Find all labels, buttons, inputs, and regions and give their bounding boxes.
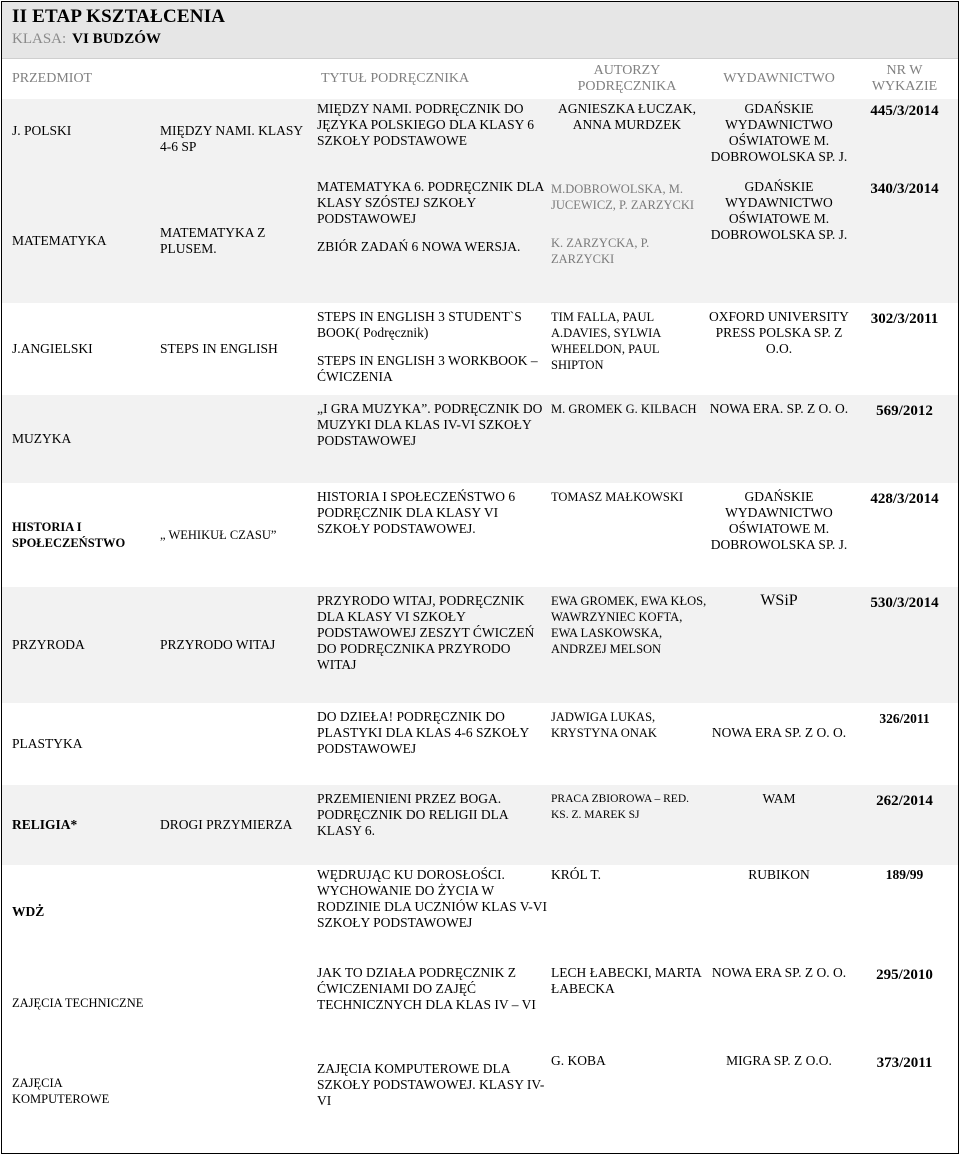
nr-cell: 295/2010 [876, 967, 933, 983]
publisher-cell: NOWA ERA. SP. Z O. O. [709, 401, 849, 416]
table-row [2, 395, 958, 483]
table-row [2, 959, 958, 1047]
publisher-cell: OXFORD UNIVERSITY PRESS POLSKA SP. Z O.O. [709, 309, 849, 356]
title-cell: ZAJĘCIA KOMPUTEROWE DLA SZKOŁY PODSTAWOWEJ. KLASY IV-VI [317, 1061, 545, 1108]
publisher-cell: GDAŃSKIE WYDAWNICTWO OŚWIATOWE M. DOBROWOLSKA SP. J. [710, 101, 848, 164]
authors-cell: JADWIGA LUKAS, KRYSTYNA ONAK [551, 710, 657, 740]
document-page [1, 1, 959, 1154]
title-cell: MIĘDZY NAMI. PODRĘCZNIK DO JĘZYKA POLSKIEGO DLA KLASY 6 SZKOŁY PODSTAWOWE [317, 101, 535, 148]
title-cell: PRZEMIENIENI PRZEZ BOGA. PODRĘCZNIK DO RELIGII DLA KLASY 6. [317, 791, 508, 838]
short-title-cell [156, 703, 311, 785]
authors-cell: G. KOBA [551, 1053, 606, 1068]
short-title-cell: DROGI PRZYMIERZA [160, 817, 293, 832]
authors-cell: TOMASZ MAŁKOWSKI [551, 490, 684, 504]
authors-cell: PRACA ZBIOROWA – RED. KS. Z. MAREK SJ [551, 793, 690, 821]
nr-cell: 428/3/2014 [870, 491, 939, 507]
subject-cell: PLASTYKA [12, 736, 83, 751]
nr-cell: 189/99 [885, 867, 924, 882]
subject-cell: WDŻ [12, 904, 45, 919]
authors-cell: LECH ŁABECKI, MARTA ŁABECKA [551, 965, 701, 996]
short-title-cell [156, 395, 311, 483]
col-header-publisher: WYDAWNICTWO [723, 71, 835, 86]
title-cell: WĘDRUJĄC KU DOROSŁOŚCI. WYCHOWANIE DO ŻYCIA W RODZINIE DLA UCZNIÓW KLAS V-VI SZKOŁY PODSTAWOWEJ [317, 867, 547, 930]
class-line [12, 30, 948, 48]
subject-cell: PRZYRODA [12, 637, 85, 652]
short-title-cell: MATEMATYKA Z PLUSEM. [160, 225, 266, 256]
nr-cell: 340/3/2014 [870, 181, 939, 197]
nr-cell: 262/2014 [876, 793, 933, 809]
col-header-authors [547, 59, 707, 99]
table-row [2, 303, 958, 395]
authors-cell: M. GROMEK G. KILBACH [551, 402, 697, 416]
table-row [2, 483, 958, 587]
textbook-table [2, 59, 958, 1135]
table-row [2, 99, 958, 179]
nr-cell: 569/2012 [876, 403, 933, 419]
publisher-cell: WSiP [760, 592, 798, 609]
short-title-cell [156, 865, 311, 959]
publisher-cell: NOWA ERA SP. Z O. O. [711, 725, 847, 740]
subject-cell: ZAJĘCIA TECHNICZNE [12, 996, 144, 1010]
title-line: MATEMATYKA 6. PODRĘCZNIK DLA KLASY SZÓSTEJ SZKOŁY PODSTAWOWEJ [317, 179, 544, 226]
title-cell: JAK TO DZIAŁA PODRĘCZNIK Z ĆWICZENIAMI DO ZAJĘĆ TECHNICZNYCH DLA KLAS IV – VI [317, 965, 536, 1012]
title-cell: „I GRA MUZYKA”. PODRĘCZNIK DO MUZYKI DLA KLAS IV-VI SZKOŁY PODSTAWOWEJ [317, 401, 543, 448]
class-value: VI BUDZÓW [72, 31, 161, 47]
title-line: ZBIÓR ZADAŃ 6 NOWA WERSJA. [317, 239, 521, 254]
title-cell: DO DZIEŁA! PODRĘCZNIK DO PLASTYKI DLA KLAS 4-6 SZKOŁY PODSTAWOWEJ [317, 709, 529, 756]
title-cell [311, 303, 547, 395]
table-row [2, 865, 958, 959]
col-header-authors-line1: AUTORZY [593, 63, 661, 78]
document-header [2, 2, 958, 59]
nr-cell: 373/2011 [876, 1055, 933, 1071]
publisher-cell: RUBIKON [748, 867, 810, 882]
authors-line: K. ZARZYCKA, P. ZARZYCKI [551, 236, 650, 266]
table-row [2, 703, 958, 785]
col-header-nr-line1: NR W [886, 63, 923, 78]
publisher-cell: GDAŃSKIE WYDAWNICTWO OŚWIATOWE M. DOBROWOLSKA SP. J. [710, 489, 848, 552]
col-header-nr [851, 59, 958, 99]
title-line: STEPS IN ENGLISH 3 WORKBOOK – ĆWICZENIA [317, 353, 538, 384]
title-cell: PRZYRODO WITAJ, PODRĘCZNIK DLA KLASY VI SZKOŁY PODSTAWOWEJ ZESZYT ĆWICZEŃ DO PODRĘCZNIKA PRZYRODO WITAJ [317, 593, 535, 672]
short-title-cell: „ WEHIKUŁ CZASU” [160, 528, 277, 542]
subject-cell: ZAJĘCIA KOMPUTEROWE [12, 1076, 110, 1106]
nr-cell: 302/3/2011 [870, 311, 939, 327]
short-title-cell: STEPS IN ENGLISH [160, 341, 278, 356]
table-row [2, 587, 958, 703]
authors-cell: EWA GROMEK, EWA KŁOS, WAWRZYNIEC KOFTA, EWA LASKOWSKA, ANDRZEJ MELSON [551, 594, 707, 656]
subject-cell: HISTORIA I SPOŁECZEŃSTWO [12, 520, 126, 550]
table-row [2, 179, 958, 303]
col-header-nr-line2: WYKAZIE [871, 79, 938, 94]
title-cell: HISTORIA I SPOŁECZEŃSTWO 6 PODRĘCZNIK DLA KLASY VI SZKOŁY PODSTAWOWEJ. [317, 489, 516, 536]
col-header-authors-line2: PODRĘCZNIKA [577, 79, 677, 94]
subject-cell: J. POLSKI [12, 123, 72, 138]
authors-cell [547, 179, 707, 303]
authors-line: M.DOBROWOLSKA, M. JUCEWICZ, P. ZARZYCKI [551, 182, 695, 212]
title-line: STEPS IN ENGLISH 3 STUDENT`S BOOK( Podręcznik) [317, 309, 522, 340]
col-header-empty [156, 59, 311, 99]
publisher-cell: WAM [762, 791, 796, 806]
subject-cell: MUZYKA [12, 431, 72, 446]
subject-cell: MATEMATYKA [12, 233, 107, 248]
table-row [2, 1047, 958, 1135]
short-title-cell [156, 1047, 311, 1135]
subject-cell: J.ANGIELSKI [12, 341, 93, 356]
col-header-subject: PRZEDMIOT [12, 71, 93, 86]
authors-cell: AGNIESZKA ŁUCZAK, ANNA MURDZEK [558, 101, 696, 132]
authors-cell: TIM FALLA, PAUL A.DAVIES, SYLWIA WHEELDON, PAUL SHIPTON [551, 310, 661, 372]
short-title-cell [156, 959, 311, 1047]
publisher-cell: GDAŃSKIE WYDAWNICTWO OŚWIATOWE M. DOBROWOLSKA SP. J. [710, 179, 848, 242]
nr-cell: 445/3/2014 [870, 103, 939, 119]
nr-cell: 530/3/2014 [870, 595, 939, 611]
title-cell [311, 179, 547, 303]
short-title-cell: MIĘDZY NAMI. KLASY 4-6 SP [160, 123, 303, 154]
subject-cell: RELIGIA* [12, 817, 78, 832]
table-row [2, 785, 958, 865]
publisher-cell: NOWA ERA SP. Z O. O. [711, 965, 847, 980]
class-label: KLASA: [12, 31, 67, 47]
column-header-row [2, 59, 958, 99]
publisher-cell: MIGRA SP. Z O.O. [726, 1053, 832, 1068]
nr-cell: 326/2011 [879, 711, 930, 726]
page-title: II ETAP KSZTAŁCENIA [12, 6, 226, 27]
short-title-cell: PRZYRODO WITAJ [160, 637, 276, 652]
col-header-title: TYTUŁ PODRĘCZNIKA [321, 71, 470, 86]
authors-cell: KRÓL T. [551, 867, 601, 882]
